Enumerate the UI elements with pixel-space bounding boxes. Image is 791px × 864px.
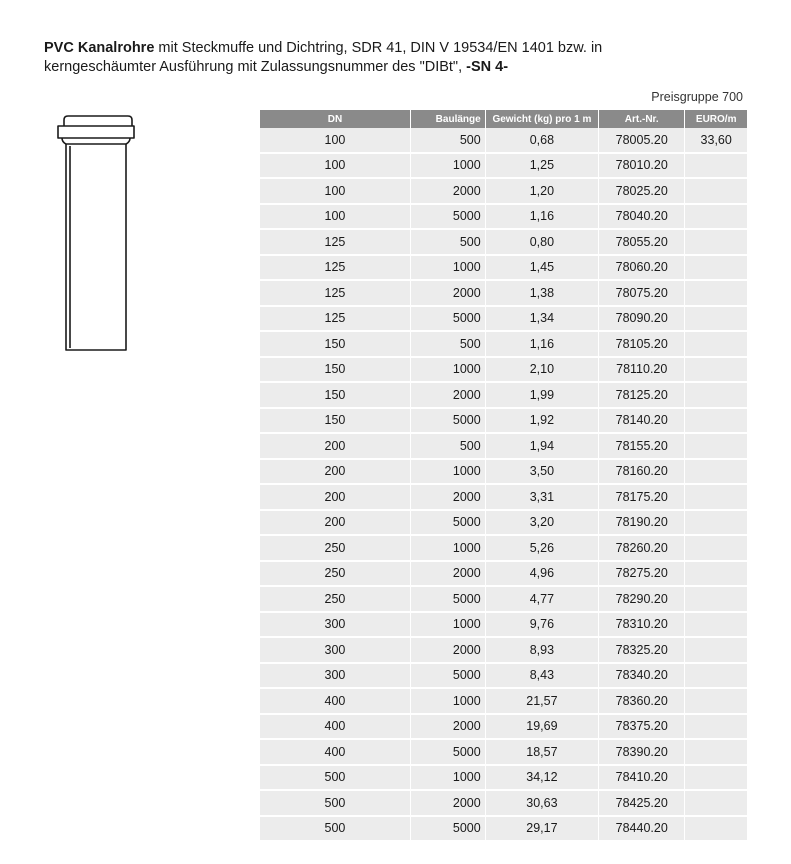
cell-weight: 21,57: [486, 689, 599, 715]
cell-length: 2000: [411, 179, 486, 205]
table-header-row: [260, 110, 747, 128]
cell-dn: 500: [260, 766, 411, 792]
cell-length: 5000: [411, 307, 486, 333]
cell-dn: 200: [260, 434, 411, 460]
cell-weight: 30,63: [486, 791, 599, 817]
cell-dn: 500: [260, 817, 411, 843]
cell-length: 2000: [411, 562, 486, 588]
table-row: [260, 511, 747, 537]
cell-weight: 1,38: [486, 281, 599, 307]
cell-dn: 100: [260, 154, 411, 180]
cell-article: 78090.20: [599, 307, 685, 333]
cell-article: 78110.20: [599, 358, 685, 384]
cell-dn: 125: [260, 230, 411, 256]
cell-price: [685, 383, 747, 409]
table-row: [260, 128, 747, 154]
cell-length: 5000: [411, 740, 486, 766]
table-row: [260, 485, 747, 511]
cell-article: 78290.20: [599, 587, 685, 613]
cell-price: [685, 460, 747, 486]
cell-length: 1000: [411, 613, 486, 639]
table-row: [260, 230, 747, 256]
table-row: [260, 562, 747, 588]
cell-length: 5000: [411, 205, 486, 231]
cell-dn: 125: [260, 256, 411, 282]
cell-dn: 400: [260, 689, 411, 715]
cell-article: 78175.20: [599, 485, 685, 511]
cell-length: 5000: [411, 664, 486, 690]
table-row: [260, 715, 747, 741]
cell-article: 78060.20: [599, 256, 685, 282]
cell-article: 78425.20: [599, 791, 685, 817]
table-row: [260, 536, 747, 562]
cell-price: [685, 562, 747, 588]
pvc-pipe-with-socket-icon: [56, 112, 136, 354]
price-table: [260, 110, 747, 842]
cell-article: 78160.20: [599, 460, 685, 486]
cell-dn: 200: [260, 485, 411, 511]
cell-dn: 300: [260, 613, 411, 639]
cell-dn: 150: [260, 409, 411, 435]
cell-price: [685, 179, 747, 205]
cell-dn: 250: [260, 536, 411, 562]
cell-weight: 1,94: [486, 434, 599, 460]
cell-dn: 100: [260, 179, 411, 205]
cell-dn: 125: [260, 307, 411, 333]
cell-price: [685, 791, 747, 817]
table-row: [260, 434, 747, 460]
cell-weight: 29,17: [486, 817, 599, 843]
cell-weight: 1,45: [486, 256, 599, 282]
cell-length: 2000: [411, 383, 486, 409]
table-row: [260, 409, 747, 435]
cell-price: [685, 409, 747, 435]
cell-price: [685, 358, 747, 384]
cell-dn: 300: [260, 664, 411, 690]
title-description-1: mit Steckmuffe und Dichtring, SDR 41, DIN V 19534/EN 1401 bzw. in: [154, 40, 603, 56]
cell-weight: 1,20: [486, 179, 599, 205]
table-row: [260, 332, 747, 358]
cell-weight: 1,99: [486, 383, 599, 409]
cell-price: [685, 205, 747, 231]
cell-price: [685, 740, 747, 766]
price-group-label: Preisgruppe 700: [651, 90, 743, 104]
cell-dn: 200: [260, 511, 411, 537]
cell-price: [685, 511, 747, 537]
cell-weight: 3,50: [486, 460, 599, 486]
cell-length: 5000: [411, 409, 486, 435]
cell-article: 78010.20: [599, 154, 685, 180]
cell-weight: 1,16: [486, 332, 599, 358]
cell-length: 5000: [411, 817, 486, 843]
table-row: [260, 766, 747, 792]
cell-length: 1000: [411, 154, 486, 180]
cell-weight: 1,92: [486, 409, 599, 435]
cell-article: 78340.20: [599, 664, 685, 690]
cell-price: [685, 230, 747, 256]
table-row: [260, 205, 747, 231]
cell-length: 1000: [411, 766, 486, 792]
table-row: [260, 664, 747, 690]
cell-weight: 3,31: [486, 485, 599, 511]
cell-price: [685, 817, 747, 843]
cell-dn: 150: [260, 383, 411, 409]
cell-length: 2000: [411, 715, 486, 741]
cell-weight: 34,12: [486, 766, 599, 792]
table-row: [260, 256, 747, 282]
table-row: [260, 587, 747, 613]
cell-length: 1000: [411, 460, 486, 486]
table-row: [260, 460, 747, 486]
cell-weight: 9,76: [486, 613, 599, 639]
cell-weight: 0,68: [486, 128, 599, 154]
cell-article: 78410.20: [599, 766, 685, 792]
column-header-article: Art.-Nr.: [599, 110, 685, 128]
cell-price: [685, 536, 747, 562]
cell-length: 500: [411, 434, 486, 460]
cell-weight: 3,20: [486, 511, 599, 537]
title-description-2: kerngeschäumter Ausführung mit Zulassungsnummer des "DIBt",: [44, 59, 467, 75]
column-header-length: Baulänge: [411, 110, 486, 128]
cell-price: [685, 613, 747, 639]
cell-price: [685, 766, 747, 792]
cell-length: 2000: [411, 638, 486, 664]
cell-price: [685, 307, 747, 333]
title-product: PVC Kanalrohre: [44, 40, 155, 56]
cell-dn: 150: [260, 332, 411, 358]
cell-weight: 4,77: [486, 587, 599, 613]
table-row: [260, 638, 747, 664]
cell-price: [685, 256, 747, 282]
cell-article: 78260.20: [599, 536, 685, 562]
cell-article: 78025.20: [599, 179, 685, 205]
cell-length: 500: [411, 332, 486, 358]
cell-price: 33,60: [685, 128, 747, 154]
cell-price: [685, 154, 747, 180]
cell-weight: 0,80: [486, 230, 599, 256]
cell-article: 78310.20: [599, 613, 685, 639]
cell-length: 1000: [411, 358, 486, 384]
cell-dn: 100: [260, 128, 411, 154]
cell-length: 500: [411, 230, 486, 256]
cell-weight: 2,10: [486, 358, 599, 384]
cell-length: 2000: [411, 791, 486, 817]
cell-article: 78325.20: [599, 638, 685, 664]
cell-dn: 100: [260, 205, 411, 231]
cell-article: 78125.20: [599, 383, 685, 409]
cell-length: 5000: [411, 587, 486, 613]
table-row: [260, 179, 747, 205]
cell-article: 78005.20: [599, 128, 685, 154]
page-title: [44, 39, 744, 77]
cell-article: 78440.20: [599, 817, 685, 843]
table-row: [260, 689, 747, 715]
cell-dn: 500: [260, 791, 411, 817]
table-row: [260, 307, 747, 333]
cell-weight: 1,16: [486, 205, 599, 231]
cell-weight: 18,57: [486, 740, 599, 766]
cell-price: [685, 332, 747, 358]
cell-article: 78075.20: [599, 281, 685, 307]
cell-dn: 300: [260, 638, 411, 664]
cell-article: 78155.20: [599, 434, 685, 460]
column-header-dn: DN: [260, 110, 411, 128]
cell-length: 1000: [411, 689, 486, 715]
table-row: [260, 817, 747, 843]
cell-article: 78390.20: [599, 740, 685, 766]
cell-price: [685, 587, 747, 613]
cell-dn: 400: [260, 740, 411, 766]
cell-weight: 5,26: [486, 536, 599, 562]
table-row: [260, 740, 747, 766]
table-row: [260, 281, 747, 307]
cell-article: 78190.20: [599, 511, 685, 537]
cell-weight: 1,34: [486, 307, 599, 333]
cell-length: 2000: [411, 485, 486, 511]
cell-price: [685, 638, 747, 664]
cell-weight: 4,96: [486, 562, 599, 588]
cell-dn: 250: [260, 562, 411, 588]
cell-length: 1000: [411, 536, 486, 562]
cell-weight: 8,43: [486, 664, 599, 690]
table-row: [260, 613, 747, 639]
cell-article: 78275.20: [599, 562, 685, 588]
cell-article: 78105.20: [599, 332, 685, 358]
title-stiffness-class: -SN 4-: [466, 59, 509, 75]
cell-article: 78040.20: [599, 205, 685, 231]
table-row: [260, 791, 747, 817]
cell-dn: 400: [260, 715, 411, 741]
cell-price: [685, 689, 747, 715]
cell-length: 1000: [411, 256, 486, 282]
cell-dn: 200: [260, 460, 411, 486]
cell-weight: 1,25: [486, 154, 599, 180]
cell-price: [685, 664, 747, 690]
cell-article: 78140.20: [599, 409, 685, 435]
cell-dn: 125: [260, 281, 411, 307]
cell-price: [685, 281, 747, 307]
cell-length: 5000: [411, 511, 486, 537]
column-header-weight: Gewicht (kg) pro 1 m: [486, 110, 599, 128]
cell-article: 78055.20: [599, 230, 685, 256]
cell-price: [685, 434, 747, 460]
table-row: [260, 383, 747, 409]
table-row: [260, 358, 747, 384]
table-row: [260, 154, 747, 180]
cell-length: 500: [411, 128, 486, 154]
cell-dn: 150: [260, 358, 411, 384]
cell-price: [685, 715, 747, 741]
column-header-price: EURO/m: [685, 110, 747, 128]
cell-dn: 250: [260, 587, 411, 613]
cell-article: 78375.20: [599, 715, 685, 741]
cell-weight: 8,93: [486, 638, 599, 664]
cell-length: 2000: [411, 281, 486, 307]
cell-weight: 19,69: [486, 715, 599, 741]
cell-price: [685, 485, 747, 511]
cell-article: 78360.20: [599, 689, 685, 715]
